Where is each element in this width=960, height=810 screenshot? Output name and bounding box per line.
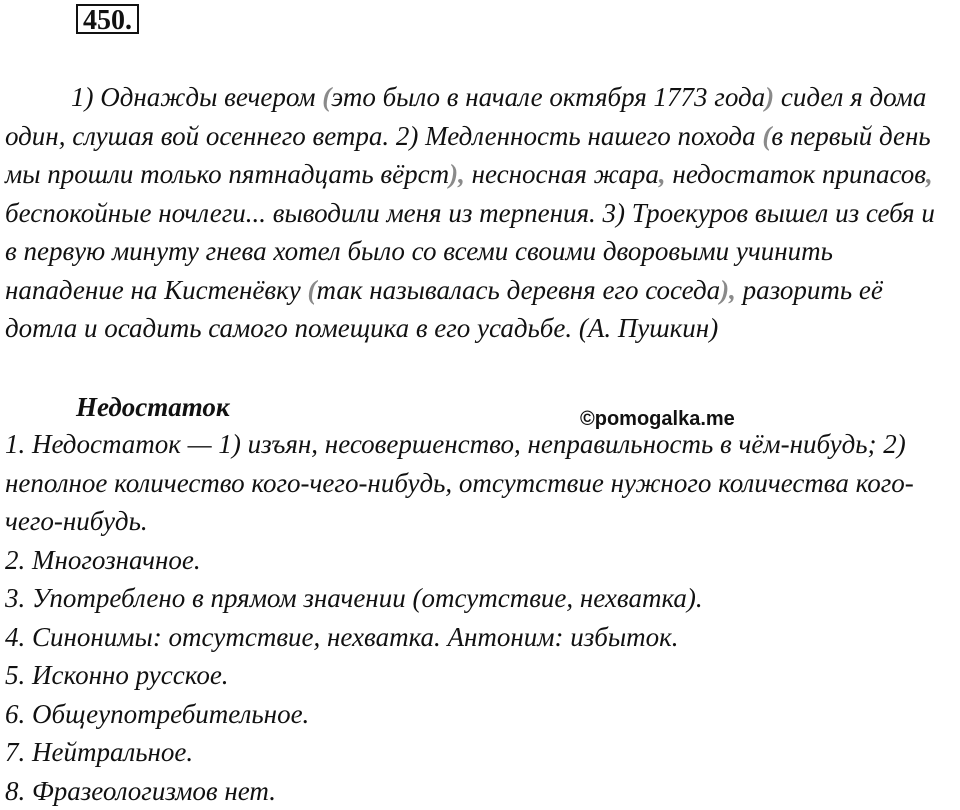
sentence-3-end: разорить её дотла и осадить самого помещика в его усадьбе. (А. Пушкин) [5,275,883,344]
sentence-3-start: 3) Троекуров вышел из себя и в первую минуту гнева хотел было со всеми своими дворовыми учинить нападение на Кистенёвку [5,198,935,305]
paren-open-mark: ( [762,121,771,151]
sentence-1-end: сидел я дома один, слушая вой осеннего ветра. [5,82,926,151]
exercise-number-box [76,4,139,34]
exercise-number: 450 [83,5,125,36]
sentence-1-start: 1) Однажды вечером [71,82,322,112]
sentence-2-start: 2) Медленность нашего похода [396,121,762,151]
analysis-item: 6. Общеупотребительное. [5,695,955,734]
watermark: ©pomogalka.me [580,406,735,432]
sentence-2-part: несносная жара [465,159,659,189]
analysis-list [5,425,955,810]
sentence-2-insertion: в первый день мы прошли только пятнадцать вёрст [5,121,931,190]
paren-open-mark: ( [322,82,331,112]
paren-close-comma-mark: ), [449,159,465,189]
analysis-item: 2. Многозначное. [5,541,955,580]
analysis-heading: Недостаток [76,389,230,425]
paren-open-mark: ( [308,275,317,305]
sentence-3-insertion: так называлась деревня его соседа [317,275,721,305]
sentence-2-part: недостаток припасов [666,159,926,189]
paren-close-comma-mark: ), [720,275,736,305]
analysis-item: 4. Синонимы: отсутствие, нехватка. Антоним: избыток. [5,618,955,657]
exercise-number-dot: . [125,5,132,36]
exercise-paragraph [5,78,950,348]
analysis-item: 3. Употреблено в прямом значении (отсутствие, нехватка). [5,579,955,618]
analysis-item: 7. Нейтральное. [5,733,955,772]
sentence-2-end: беспокойные ночлеги... выводили меня из терпения. [5,198,603,228]
paren-close-mark: ) [765,82,774,112]
comma-mark: , [659,159,666,189]
analysis-item: 5. Исконно русское. [5,656,955,695]
comma-mark: , [926,159,933,189]
analysis-item: 8. Фразеологизмов нет. [5,772,955,810]
sentence-1-insertion: это было в начале октября 1773 года [331,82,765,112]
exercise-text [5,78,950,348]
analysis-item: 1. Недостаток — 1) изъян, несовершенство, неправильность в чём-нибудь; 2) неполное количество кого-чего-нибудь, отсутствие нужного количества кого-чего-нибудь. [5,425,955,541]
